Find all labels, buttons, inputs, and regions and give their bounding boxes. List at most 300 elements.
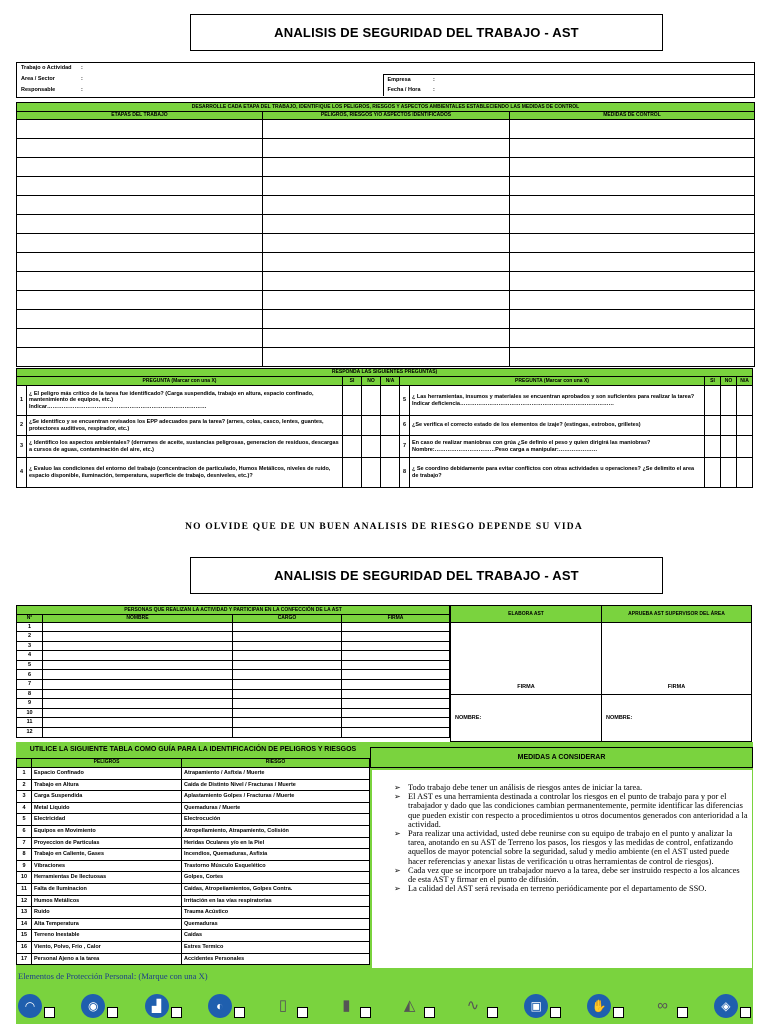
prepared-by-header: ELABORA AST <box>451 606 602 623</box>
risk-name: Trauma Acústico <box>182 907 370 919</box>
hazard-number: 2 <box>17 779 32 791</box>
name-cell[interactable] <box>43 641 233 651</box>
name-cell[interactable] <box>43 660 233 670</box>
hazard-row <box>17 814 370 826</box>
risk-name: Incendios, Quemaduras, Asfixia <box>182 849 370 861</box>
sign-cell[interactable] <box>342 689 450 699</box>
control-cell[interactable] <box>510 196 755 215</box>
hazard-cell[interactable] <box>263 348 510 367</box>
question-header-left: PREGUNTA (Marcar con una X) <box>17 377 343 386</box>
hazard-name: Metal Liquido <box>32 802 182 814</box>
risk-name: Caida de Distinto Nivel / Fracturas / Muerte <box>182 779 370 791</box>
ppe-item <box>587 994 624 1018</box>
hazard-row <box>17 768 370 780</box>
control-cell[interactable] <box>510 177 755 196</box>
question-text: ¿ Las herramientas, insumos y materiales se encuentran aprobados y son suficientes para realizar la tarea? Indicar deficiencia………………………………………………………………………… <box>410 386 705 416</box>
measures-list <box>394 783 748 893</box>
ppe-checkbox[interactable] <box>360 1007 371 1018</box>
role-cell[interactable] <box>233 660 342 670</box>
sign-cell[interactable] <box>342 680 450 690</box>
hazard-number: 5 <box>17 814 32 826</box>
ppe-item <box>398 992 435 1018</box>
hazard-name: Proyeccion de Particulas <box>32 837 182 849</box>
step-cell[interactable] <box>17 234 263 253</box>
control-cell[interactable] <box>510 348 755 367</box>
date-field[interactable]: : <box>433 87 435 94</box>
hazard-row <box>17 941 370 953</box>
ppe-item <box>18 994 55 1018</box>
participant-row: 9 <box>17 699 450 709</box>
answer-na[interactable] <box>737 436 753 458</box>
hazard-number: 15 <box>17 930 32 942</box>
risk-name: Golpes, Cortes <box>182 872 370 884</box>
role-cell[interactable] <box>233 680 342 690</box>
col-name: NOMBRE <box>43 615 233 623</box>
col-signature: FIRMA <box>342 615 450 623</box>
answer-na[interactable] <box>381 458 400 488</box>
participant-row: 3 <box>17 641 450 651</box>
hazard-number: 11 <box>17 883 32 895</box>
hazards-col-hazard: PELIGROS <box>32 758 182 767</box>
table-row <box>17 310 755 329</box>
risk-name: Trastorno Músculo Esquelético <box>182 860 370 872</box>
hazard-name: Trabajo en Altura <box>32 779 182 791</box>
ppe-checkbox[interactable] <box>740 1007 751 1018</box>
ppe-item <box>334 992 371 1018</box>
steps-instruction: DESARROLLE CADA ETAPA DEL TRABAJO, IDENTIFIQUE LOS PELIGROS, RIESGOS Y ASPECTOS AMBIENTALES ESTABLECIENDO LAS MEDIDAS DE CONTROL <box>17 103 755 112</box>
question-number: 1 <box>17 386 27 416</box>
ppe-item <box>461 992 498 1018</box>
area-label: Area / Sector <box>21 76 55 83</box>
sign-cell[interactable] <box>342 699 450 709</box>
control-cell[interactable] <box>510 120 755 139</box>
risk-name: Atrapamiento / Asfixia / Muerte <box>182 768 370 780</box>
answer-si[interactable] <box>343 386 362 416</box>
answer-no[interactable] <box>362 416 381 436</box>
no-header: NO <box>362 377 381 386</box>
hazard-name: Ruido <box>32 907 182 919</box>
answer-no[interactable] <box>721 386 737 416</box>
no-header: NO <box>721 377 737 386</box>
question-number: 7 <box>400 436 410 458</box>
answer-si[interactable] <box>705 458 721 488</box>
hazards-heading: UTILICE LA SIGUIENTE TABLA COMO GUÍA PARA LA IDENTIFICACIÓN DE PELIGROS Y RIESGOS <box>29 746 357 753</box>
control-cell[interactable] <box>510 253 755 272</box>
hazard-cell[interactable] <box>263 215 510 234</box>
question-number: 5 <box>400 386 410 416</box>
role-cell[interactable] <box>233 651 342 661</box>
question-text: En caso de realizar maniobras con grúa ¿Se definio el peso y quien dirigirá las maniobras? Nombre:……………………………Peso carga a manipular:………………… <box>410 436 705 458</box>
safety-slogan: NO OLVIDE QUE DE UN BUEN ANALISIS DE RIESGO DEPENDE SU VIDA <box>185 522 583 532</box>
step-cell[interactable] <box>17 272 263 291</box>
table-row <box>17 348 755 367</box>
participant-row: 12 <box>17 728 450 738</box>
sign-cell[interactable] <box>342 660 450 670</box>
info-table <box>17 63 754 96</box>
role-cell[interactable] <box>233 622 342 632</box>
role-cell[interactable] <box>233 699 342 709</box>
hazard-number: 9 <box>17 860 32 872</box>
table-row <box>17 253 755 272</box>
hazard-cell[interactable] <box>263 139 510 158</box>
control-cell[interactable] <box>510 329 755 348</box>
step-cell[interactable] <box>17 177 263 196</box>
na-header: N/A <box>381 377 400 386</box>
hazard-number: 4 <box>17 802 32 814</box>
goggles-icon: ◉ <box>81 994 105 1018</box>
ppe-checkbox[interactable] <box>297 1007 308 1018</box>
hazard-row <box>17 849 370 861</box>
question-text: ¿ Se coordino debidamente para evitar conflictos con otras actividades u operaciones? ¿Se delimito el area de trabajo? <box>410 458 705 488</box>
hazard-name: Electricidad <box>32 814 182 826</box>
approved-by-header: APRUEBA AST SUPERVISOR DEL ÁREA <box>602 606 752 623</box>
participant-row: 6 <box>17 670 450 680</box>
answer-no[interactable] <box>362 458 381 488</box>
hazard-row <box>17 953 370 965</box>
risk-name: Atropellamiento, Atrapamiento, Colisión <box>182 825 370 837</box>
answer-si[interactable] <box>705 416 721 436</box>
approval-table <box>450 605 752 742</box>
hazard-cell[interactable] <box>263 177 510 196</box>
steps-col-hazards: PELIGROS, RIESGOS Y/O ASPECTOS IDENTIFICADOS <box>263 112 510 120</box>
answer-no[interactable] <box>721 458 737 488</box>
question-row <box>17 436 753 458</box>
sign-cell[interactable] <box>342 641 450 651</box>
role-cell[interactable] <box>233 670 342 680</box>
hazard-row <box>17 825 370 837</box>
ppe-checkbox[interactable] <box>171 1007 182 1018</box>
question-text: ¿ El peligro más crítico de la tarea fue identificado? (Carga suspendida, trabajo en altura, espacio confinado, mantenimiento de equipos, etc.) Indicar…………………………………………………………………………… <box>27 386 343 416</box>
participant-row: 1 <box>17 622 450 632</box>
earplugs-icon: ∿ <box>466 997 480 1014</box>
name-cell[interactable] <box>43 728 233 738</box>
sign-cell[interactable] <box>342 728 450 738</box>
answer-si[interactable] <box>343 458 362 488</box>
page-title <box>190 14 663 51</box>
name-cell[interactable] <box>43 708 233 718</box>
hazard-row <box>17 872 370 884</box>
question-row <box>17 458 753 488</box>
respirator-icon: ◈ <box>714 994 738 1018</box>
sign-cell[interactable] <box>342 651 450 661</box>
role-cell[interactable] <box>233 728 342 738</box>
question-row <box>17 386 753 416</box>
ppe-checkbox[interactable] <box>613 1007 624 1018</box>
hazard-row <box>17 930 370 942</box>
hazard-name: Vibraciones <box>32 860 182 872</box>
area-field[interactable]: : <box>81 76 83 83</box>
hazard-cell[interactable] <box>263 158 510 177</box>
question-text: ¿ Identifico los aspectos ambientales? (derrames de aceite, sustancias peligrosas, generacion de residuos, descargas a cursos de aguas, contaminación del aire, etc.) <box>27 436 343 458</box>
hazard-cell[interactable] <box>263 272 510 291</box>
risk-name: Irritación en las vías respiratorias <box>182 895 370 907</box>
hazard-name: Alta Temperatura <box>32 918 182 930</box>
step-cell[interactable] <box>17 139 263 158</box>
risk-name: Caidas <box>182 930 370 942</box>
control-cell[interactable] <box>510 234 755 253</box>
name-cell[interactable] <box>43 670 233 680</box>
table-row <box>17 291 755 310</box>
step-cell[interactable] <box>17 158 263 177</box>
sign-cell[interactable] <box>342 708 450 718</box>
participant-row: 4 <box>17 651 450 661</box>
question-header-right: PREGUNTA (Marcar con una X) <box>400 377 705 386</box>
question-number: 4 <box>17 458 27 488</box>
role-cell[interactable] <box>233 641 342 651</box>
si-header: SI <box>705 377 721 386</box>
answer-na[interactable] <box>381 416 400 436</box>
hood-icon: ◭ <box>403 997 416 1014</box>
ppe-item <box>145 994 182 1018</box>
measure-item: ➢ Todo trabajo debe tener un análisis de riesgos antes de iniciar la tarea. <box>394 783 748 792</box>
measures-box <box>372 770 752 968</box>
risk-name: Heridas Oculares y/o en la Piel <box>182 837 370 849</box>
hazard-row <box>17 907 370 919</box>
step-cell[interactable] <box>17 196 263 215</box>
prepared-name-field[interactable]: NOMBRE: <box>451 695 602 742</box>
question-text: ¿Se identifico y se encuentran revisados los EPP adecuados para la tarea? (arnes, colas, casco, lentes, guantes, protectores auditivos, respirador, etc.) <box>27 416 343 436</box>
hazard-cell[interactable] <box>263 329 510 348</box>
sign-cell[interactable] <box>342 718 450 728</box>
hazard-name: Espacio Confinado <box>32 768 182 780</box>
control-cell[interactable] <box>510 139 755 158</box>
name-cell[interactable] <box>43 718 233 728</box>
control-cell[interactable] <box>510 158 755 177</box>
risk-name: Quemaduras <box>182 918 370 930</box>
sign-cell[interactable] <box>342 632 450 642</box>
hazard-row <box>17 883 370 895</box>
questions-table <box>16 368 753 488</box>
responsible-label: Responsable <box>21 87 56 94</box>
risk-name: Quemaduras / Muerte <box>182 802 370 814</box>
hazard-cell[interactable] <box>263 310 510 329</box>
control-cell[interactable] <box>510 272 755 291</box>
table-row <box>17 120 755 139</box>
participant-row: 10 <box>17 708 450 718</box>
hazards-col-risk: RIESGO <box>182 758 370 767</box>
hazard-number: 17 <box>17 953 32 965</box>
ppe-label: Elementos de Protección Personal: (Marque con una X) <box>18 971 208 981</box>
step-cell[interactable] <box>17 348 263 367</box>
participant-row: 8 <box>17 689 450 699</box>
step-cell[interactable] <box>17 310 263 329</box>
ppe-checkbox[interactable] <box>424 1007 435 1018</box>
control-cell[interactable] <box>510 310 755 329</box>
role-cell[interactable] <box>233 632 342 642</box>
hazard-cell[interactable] <box>263 120 510 139</box>
hazard-number: 3 <box>17 791 32 803</box>
apron-icon: ▯ <box>278 997 288 1014</box>
hazard-number: 6 <box>17 825 32 837</box>
sign-cell[interactable] <box>342 670 450 680</box>
hazards-table <box>16 743 370 768</box>
si-header: SI <box>343 377 362 386</box>
page-title-second <box>190 557 663 594</box>
hazard-name: Herramientas De Ilectuosas <box>32 872 182 884</box>
name-cell[interactable] <box>43 622 233 632</box>
hazard-number: 7 <box>17 837 32 849</box>
ppe-checkbox[interactable] <box>677 1007 688 1018</box>
questions-heading: RESPONDA LAS SIGUIENTES PREGUNTAS) <box>17 369 753 377</box>
risk-name: Estres Termico <box>182 941 370 953</box>
answer-na[interactable] <box>737 416 753 436</box>
question-row <box>17 416 753 436</box>
steps-col-stages: ETAPAS DEL TRABAJO <box>17 112 263 120</box>
hazard-cell[interactable] <box>263 253 510 272</box>
step-cell[interactable] <box>17 329 263 348</box>
answer-no[interactable] <box>362 386 381 416</box>
ppe-row <box>18 985 753 1021</box>
company-label: Empresa <box>383 74 429 85</box>
work-label: Trabajo o Actividad <box>21 65 72 72</box>
question-number: 6 <box>400 416 410 436</box>
name-cell[interactable] <box>43 689 233 699</box>
table-row <box>17 234 755 253</box>
hazard-number: 16 <box>17 941 32 953</box>
answer-na[interactable] <box>381 386 400 416</box>
role-cell[interactable] <box>233 689 342 699</box>
participants-table <box>16 605 450 738</box>
answer-no[interactable] <box>362 436 381 458</box>
hazard-cell[interactable] <box>263 196 510 215</box>
participant-row: 5 <box>17 660 450 670</box>
ppe-checkbox[interactable] <box>44 1007 55 1018</box>
responsible-field[interactable]: : <box>81 87 83 94</box>
answer-na[interactable] <box>737 458 753 488</box>
hazard-row <box>17 837 370 849</box>
ppe-checkbox[interactable] <box>107 1007 118 1018</box>
hazard-row <box>17 860 370 872</box>
measure-item: ➢ La calidad del AST será revisada en terreno periódicamente por el departamento de SSO. <box>394 884 748 893</box>
control-cell[interactable] <box>510 291 755 310</box>
hazard-number: 10 <box>17 872 32 884</box>
ppe-item <box>208 994 245 1018</box>
answer-no[interactable] <box>721 436 737 458</box>
hazard-name: Terreno Inestable <box>32 930 182 942</box>
page-title-text: ANALISIS DE SEGURIDAD DEL TRABAJO - AST <box>274 25 579 40</box>
steps-table <box>16 102 755 367</box>
table-row <box>17 215 755 234</box>
ppe-item <box>271 992 308 1018</box>
answer-si[interactable] <box>705 386 721 416</box>
hazard-row <box>17 895 370 907</box>
name-cell[interactable] <box>43 651 233 661</box>
info-block <box>16 62 755 98</box>
measure-item: ➢ Para realizar una actividad, usted debe reunirse con su equipo de trabajo en el punto y analizar la tarea, anotando en su AST de Terreno los pasos, los riesgos y las medidas de control, enfatizando aquellos de mayor potencial sobre la seguridad, salud y medio ambiente (en el AST usted puede hacer referencias y anexar listas de verificación u otras herramientas de control de riesgos). <box>394 829 748 866</box>
role-cell[interactable] <box>233 708 342 718</box>
ppe-checkbox[interactable] <box>487 1007 498 1018</box>
name-cell[interactable] <box>43 632 233 642</box>
step-cell[interactable] <box>17 253 263 272</box>
answer-na[interactable] <box>381 436 400 458</box>
question-number: 3 <box>17 436 27 458</box>
answer-si[interactable] <box>705 436 721 458</box>
approved-signature-area[interactable]: FIRMA <box>602 623 752 695</box>
hazard-name: Trabajo en Caliente, Gases <box>32 849 182 861</box>
name-cell[interactable] <box>43 680 233 690</box>
hazard-name: Equipos en Movimiento <box>32 825 182 837</box>
hazard-number: 13 <box>17 907 32 919</box>
hazard-name: Humos Metálicos <box>32 895 182 907</box>
sign-cell[interactable] <box>342 622 450 632</box>
participant-row: 11 <box>17 718 450 728</box>
hazard-name: Falta de Iluminacion <box>32 883 182 895</box>
gloves-icon: ✋ <box>587 994 611 1018</box>
name-cell[interactable] <box>43 699 233 709</box>
participant-row: 2 <box>17 632 450 642</box>
leg-guard-icon: ▮ <box>342 997 351 1014</box>
ppe-item <box>651 992 688 1018</box>
col-role: CARGO <box>233 615 342 623</box>
hazard-row <box>17 779 370 791</box>
step-cell[interactable] <box>17 291 263 310</box>
hazard-number: 12 <box>17 895 32 907</box>
hazards-rows <box>16 767 370 965</box>
answer-na[interactable] <box>737 386 753 416</box>
control-cell[interactable] <box>510 215 755 234</box>
hazard-row <box>17 791 370 803</box>
role-cell[interactable] <box>233 718 342 728</box>
ppe-checkbox[interactable] <box>234 1007 245 1018</box>
table-row <box>17 177 755 196</box>
table-row <box>17 329 755 348</box>
hazard-row <box>17 918 370 930</box>
step-cell[interactable] <box>17 120 263 139</box>
ppe-checkbox[interactable] <box>550 1007 561 1018</box>
hazard-name: Viento, Polvo, Frio , Calor <box>32 941 182 953</box>
company-field[interactable]: : <box>429 74 754 85</box>
question-number: 2 <box>17 416 27 436</box>
question-text: ¿ Evaluo las condiciones del entorno del trabajo (concentracion de particulado, Humos Metálicos, niveles de ruido, espacio disponible, iluminación, temperatura, superficie de trabajo, desniveles, etc.)? <box>27 458 343 488</box>
work-field[interactable]: : <box>81 65 83 72</box>
hazard-number: 14 <box>17 918 32 930</box>
helmet-icon: ◠ <box>18 994 42 1018</box>
table-row <box>17 158 755 177</box>
date-label: Fecha / Hora <box>383 85 429 96</box>
answer-si[interactable] <box>343 436 362 458</box>
risk-name: Aplastamiento Golpes / Fracturas / Muerte <box>182 791 370 803</box>
hazard-cell[interactable] <box>263 234 510 253</box>
table-row <box>17 196 755 215</box>
hazard-name: Personal Ajeno a la tarea <box>32 953 182 965</box>
participant-row: 7 <box>17 680 450 690</box>
step-cell[interactable] <box>17 215 263 234</box>
hazard-cell[interactable] <box>263 291 510 310</box>
question-text: ¿Se verifica el correcto estado de los elementos de izaje? (estingas, estrobos, grilletes) <box>410 416 705 436</box>
ppe-item <box>714 994 751 1018</box>
hazard-number: 8 <box>17 849 32 861</box>
question-number: 8 <box>400 458 410 488</box>
na-header: N/A <box>737 377 753 386</box>
table-row <box>17 139 755 158</box>
measure-item: ➢ El AST es una herramienta destinada a controlar los riesgos en el punto de trabajo para y por el trabajador y dado que las condiciones cambian permanentemente, permite identificar las diferencias que pueden existir con respecto a procedimientos u otros documentos generados con anterioridad a la actividad. <box>394 792 748 829</box>
measure-item: ➢ Cada vez que se incorpore un trabajador nuevo a la tarea, debe ser instruido respecto a los alcances de esta AST y firmar en el punto de difusión. <box>394 866 748 884</box>
steps-col-controls: MEDIDAS DE CONTROL <box>510 112 755 120</box>
table-row <box>17 272 755 291</box>
ppe-item <box>524 994 561 1018</box>
answer-no[interactable] <box>721 416 737 436</box>
answer-si[interactable] <box>343 416 362 436</box>
prepared-signature-area[interactable]: FIRMA <box>451 623 602 695</box>
boots-icon: ▟ <box>145 994 169 1018</box>
approved-name-field[interactable]: NOMBRE: <box>602 695 752 742</box>
hazard-number: 1 <box>17 768 32 780</box>
risk-name: Accidentes Personales <box>182 953 370 965</box>
page-title-text: ANALISIS DE SEGURIDAD DEL TRABAJO - AST <box>274 568 579 583</box>
risk-name: Electrocución <box>182 814 370 826</box>
vest-icon: ▣ <box>524 994 548 1018</box>
participants-heading: PERSONAS QUE REALIZAN LA ACTIVIDAD Y PARTICIPAN EN LA CONFECCIÓN DE LA AST <box>17 606 450 615</box>
